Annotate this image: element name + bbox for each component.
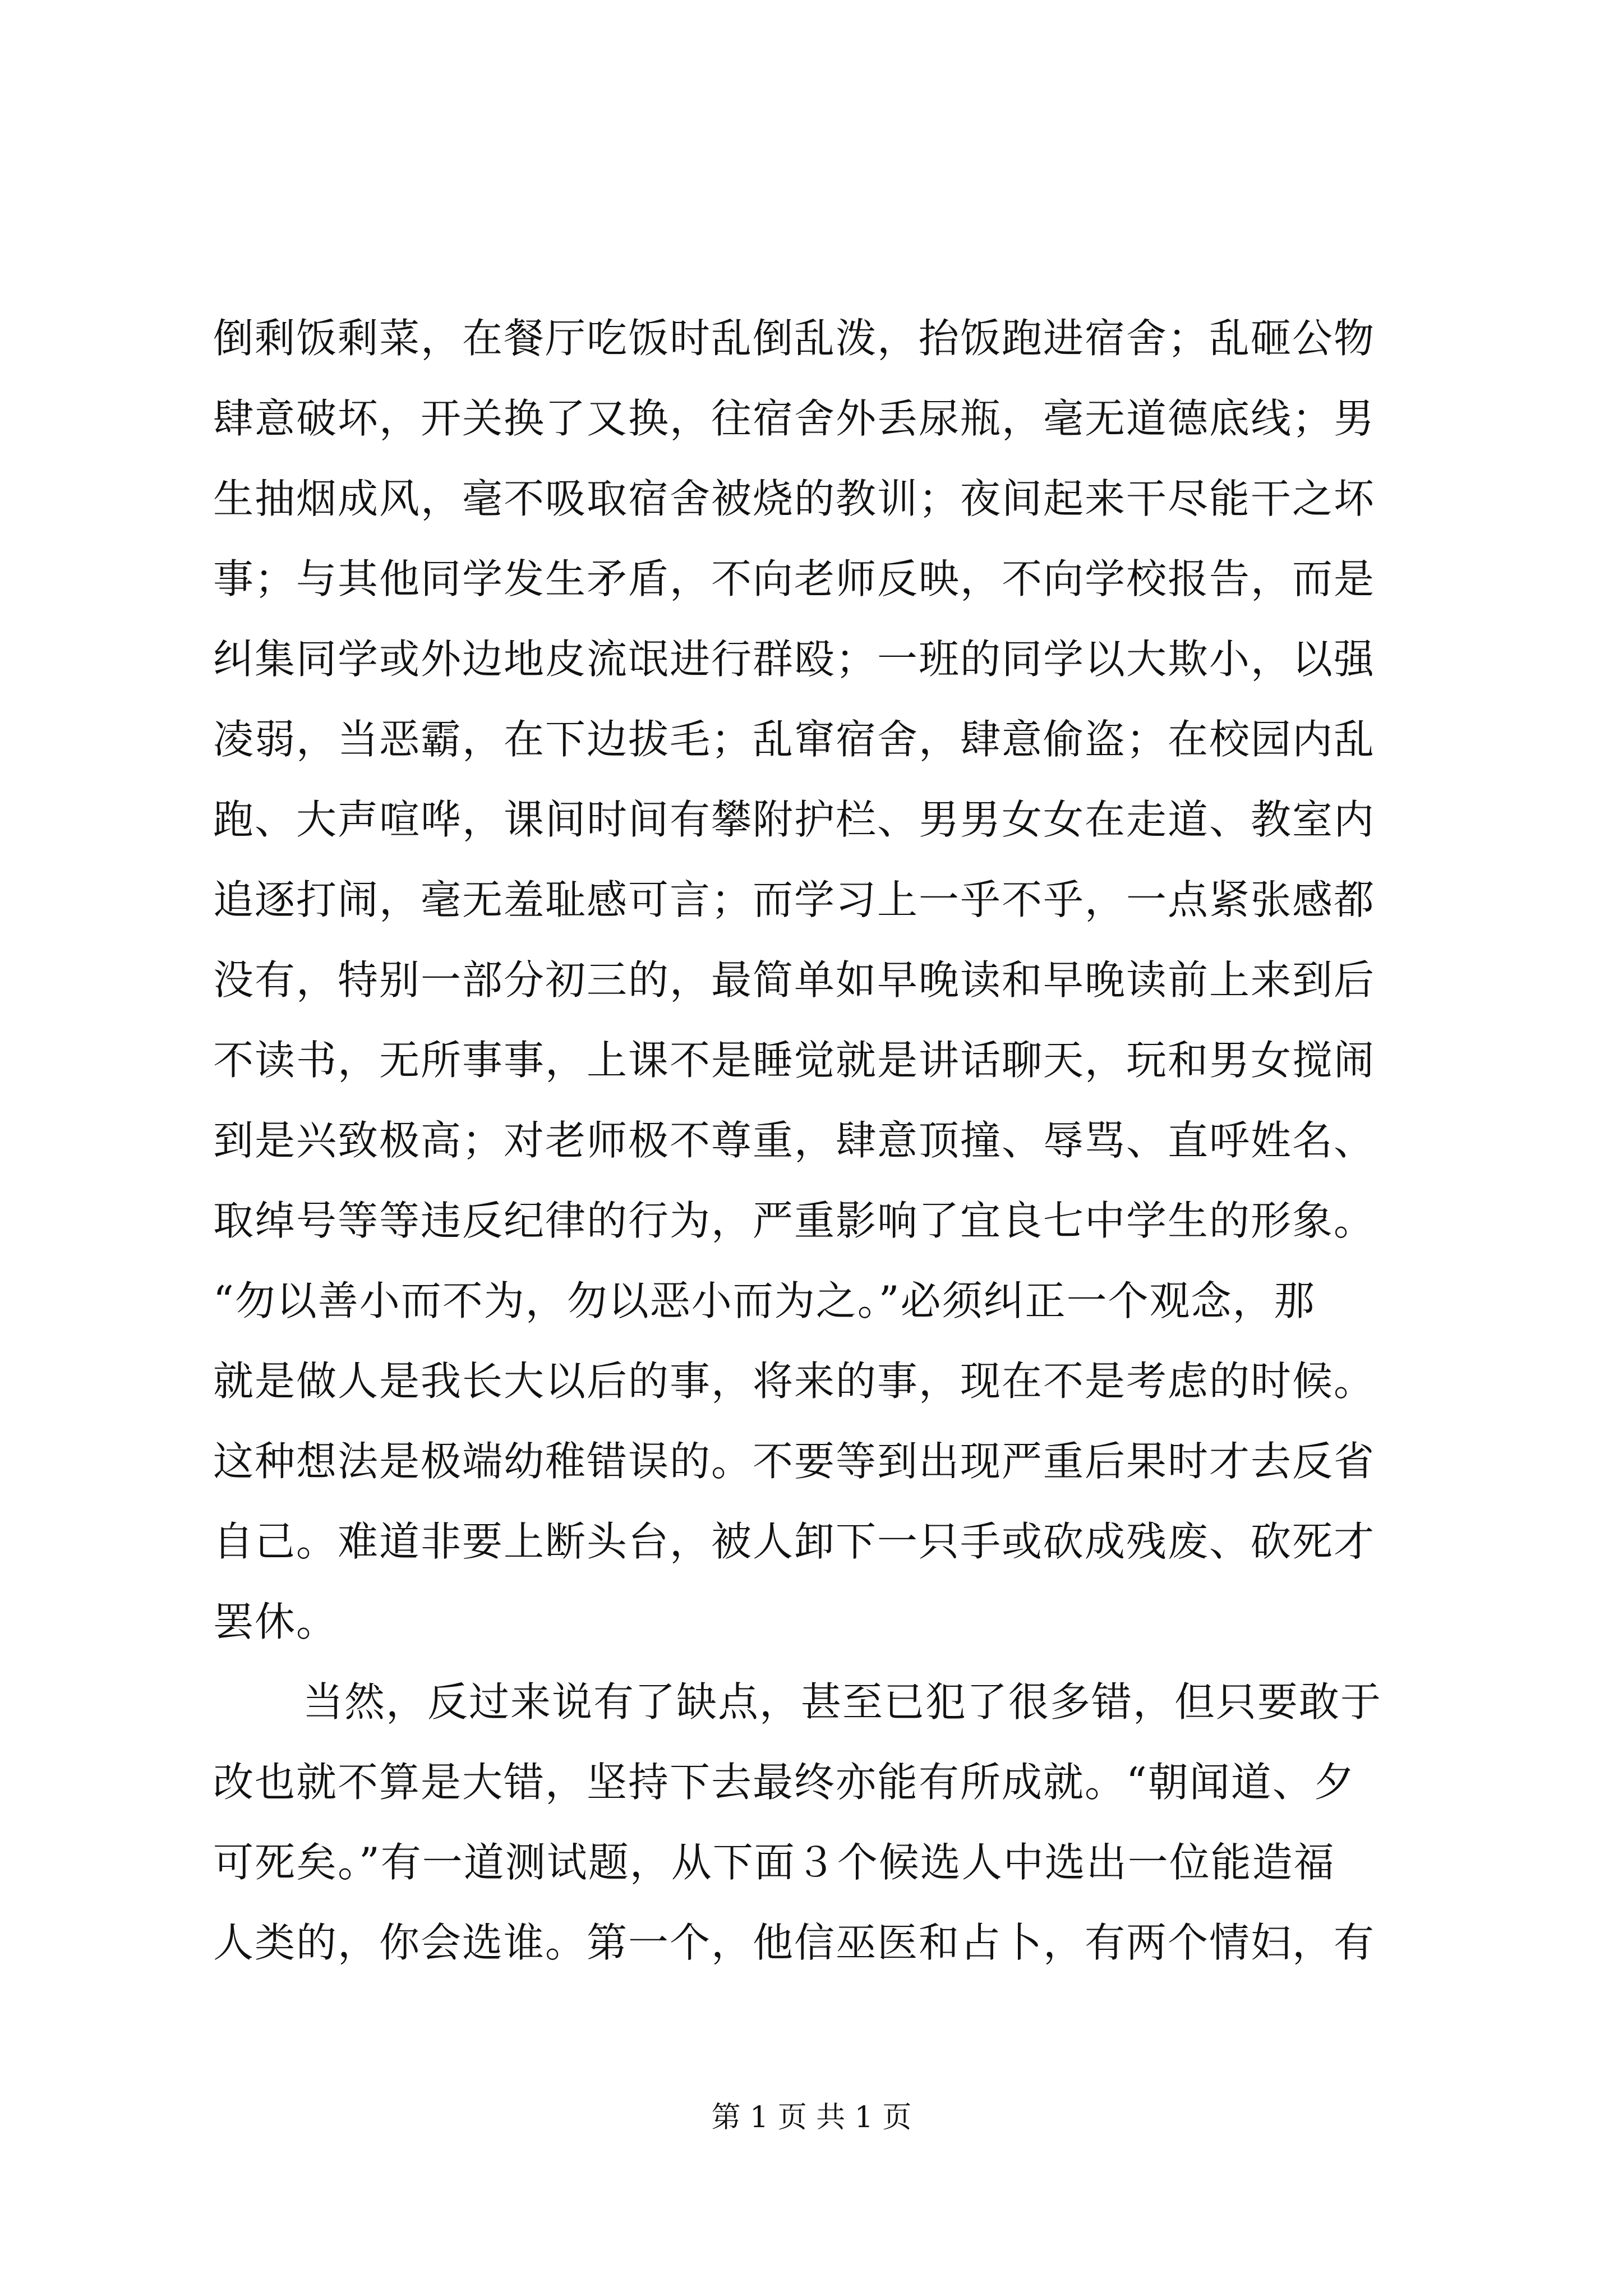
text-line-21: 人类的，你会选谁。第一个，他信巫医和占卜，有两个情妇，有	[213, 1919, 1376, 1966]
text-line-9: 没有，特别一部分初三的，最简单如早晚读和早晚读前上来到后	[213, 956, 1376, 1004]
text-line-1: 倒剩饭剩菜，在餐厅吃饭时乱倒乱泼，抬饭跑进宿舍；乱砸公物	[213, 315, 1376, 362]
text-line-4: 事；与其他同学发生矛盾，不向老师反映，不向学校报告，而是	[213, 555, 1376, 602]
text-line-16: 自己。难道非要上断头台，被人卸下一只手或砍成残废、砍死才	[213, 1518, 1376, 1565]
text-line-6: 凌弱，当恶霸，在下边拔毛；乱窜宿舍，肆意偷盗；在校园内乱	[213, 716, 1376, 763]
text-line-8: 追逐打闹，毫无羞耻感可言；而学习上一乎不乎，一点紧张感都	[213, 876, 1376, 923]
text-line-17: 罢休。	[213, 1598, 338, 1645]
text-line-12: 取绰号等等违反纪律的行为，严重影响了宜良七中学生的形象。	[213, 1197, 1376, 1244]
text-line-15: 这种想法是极端幼稚错误的。不要等到出现严重后果时才去反省	[213, 1438, 1376, 1485]
text-line-2: 肆意破坏，开关换了又换，往宿舍外丢尿瓶，毫无道德底线；男	[213, 395, 1376, 442]
page-footer: 第 1 页 共 1 页	[711, 2101, 912, 2134]
paragraph-2-line-1: 当然，反过来说有了缺点，甚至已犯了很多错，但只要敢于	[303, 1678, 1382, 1726]
text-line-5: 纠集同学或外边地皮流氓进行群殴；一班的同学以大欺小，以强	[213, 636, 1376, 683]
text-line-3: 生抽烟成风，毫不吸取宿舍被烧的教训；夜间起来干尽能干之坏	[213, 475, 1376, 522]
body-text	[213, 298, 1424, 1983]
text-line-13: “勿以善小而不为，勿以恶小而为之。”必须纠正一个观念，那	[213, 1277, 1316, 1324]
text-line-7: 跑、大声喧哗，课间时间有攀附护栏、男男女女在走道、教室内	[213, 796, 1376, 843]
text-line-10: 不读书，无所事事，上课不是睡觉就是讲话聊天，玩和男女搅闹	[213, 1037, 1376, 1084]
text-line-20: 可死矣。”有一道测试题，从下面３个候选人中选出一位能造福	[213, 1839, 1335, 1886]
text-line-19: 改也就不算是大错，坚持下去最终亦能有所成就。“朝闻道、夕	[213, 1759, 1355, 1806]
text-line-11: 到是兴致极高；对老师极不尊重，肆意顶撞、辱骂、直呼姓名、	[213, 1117, 1376, 1164]
text-line-14: 就是做人是我长大以后的事，将来的事，现在不是考虑的时候。	[213, 1358, 1376, 1405]
